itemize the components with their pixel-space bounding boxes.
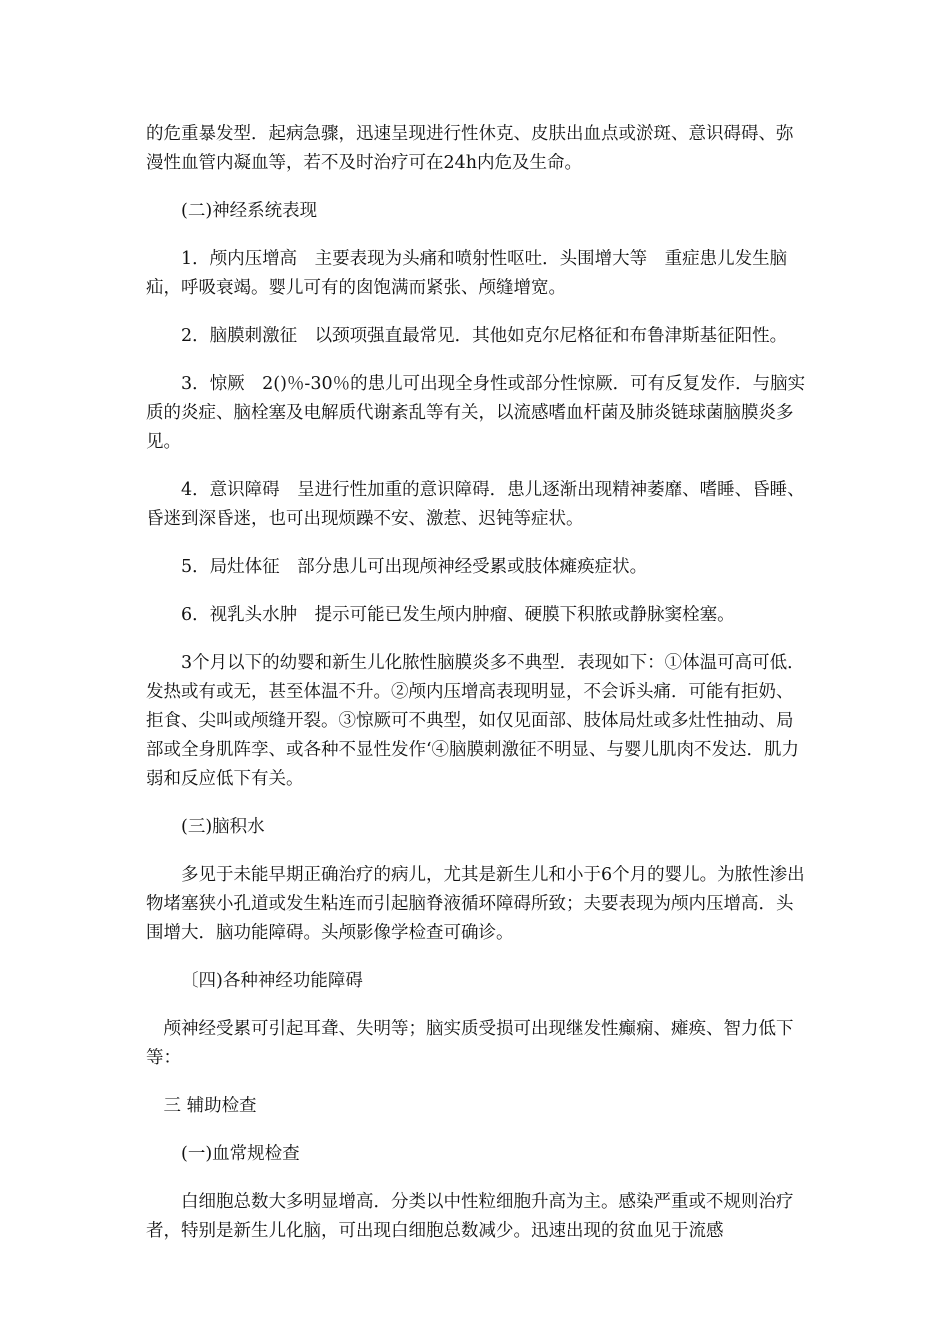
paragraph-intracranial-pressure: 1．颅内压增高 主要表现为头痛和喷射性呕吐．头围增大等 重症患儿发生脑疝，呼吸衰竭。婴儿可有的囱饱满而紧张、颅缝增宽。 (146, 249, 788, 298)
paragraph-0: 的危重暴发型．起病急骤，迅速呈现进行性休克、皮肤出血点或淤斑、意识碍碍、弥漫性血管内凝血等，若不及时治疗可在24h内危及生命。 (146, 124, 794, 173)
paragraph-blood-routine: 白细胞总数大多明显增高．分类以中性粒细胞升高为主。感染严重或不规则治疗者，特别是新生儿化脑，可出现白细胞总数减少。迅速出现的贫血见于流感 (146, 1192, 794, 1241)
paragraph-convulsion: 3．惊厥 2()％-30％的患儿可出现全身性或部分性惊厥．可有反复发作．与脑实质的炎症、脑栓塞及电解质代谢紊乱等有关，以流感嗜血杆菌及肺炎链球菌脑膜炎多见。 (146, 374, 806, 452)
paragraph-meningeal-irritation: 2．脑膜刺激征 以颈项强直最常见．其他如克尔尼格征和布鲁津斯基征阳性。 (181, 326, 788, 346)
paragraph-papilledema: 6．视乳头水肿 提示可能已发生颅内肿瘤、硬膜下积脓或静脉窦栓塞。 (181, 605, 735, 625)
paragraph-consciousness: 4．意识障碍 呈进行性加重的意识障碍．患儿逐渐出现精神萎靡、嗜睡、昏睡、昏迷到深昏迷，也可出现烦躁不安、激惹、迟钝等症状。 (146, 480, 805, 529)
section-heading-nervous-system: (二)神经系统表现 (181, 201, 318, 221)
paragraph-neuro-dysfunction: 颅神经受累可引起耳聋、失明等；脑实质受损可出现继发性癫痫、瘫痪、智力低下等： (146, 1019, 794, 1068)
paragraph-focal-signs: 5．局灶体征 部分患儿可出现颅神经受累或肢体瘫痪症状。 (181, 557, 648, 577)
section-heading-auxiliary-exam: 三 辅助检查 (163, 1096, 257, 1116)
document-body (146, 120, 808, 1265)
section-heading-neuro-dysfunction: 〔四)各种神经功能障碍 (181, 971, 363, 991)
paragraph-hydrocephalus: 多见于未能早期正确治疗的病儿，尤其是新生儿和小于6个月的婴儿。为脓性渗出物堵塞狭小孔道或发生粘连而引起脑脊液循环障碍所致；夫要表现为颅内压增高．头围增大．脑功能障碍。头颅影像学检查可确诊。 (146, 865, 805, 943)
section-heading-hydrocephalus: (三)脑积水 (181, 817, 265, 837)
section-heading-blood-routine: (一)血常规检查 (181, 1144, 300, 1164)
paragraph-infants: 3个月以下的幼婴和新生儿化脓性脑膜炎多不典型．表现如下：①体温可高可低．发热或有或无，甚至体温不升。②颅内压增高表现明显，不会诉头痛．可能有拒奶、拒食、尖叫或颅缝开裂。③惊厥可不典型，如仅见面部、肢体局灶或多灶性抽动、局部或全身肌阵孪、或各种不显性发作‘④脑膜刺激征不明显、与婴儿肌肉不发达．肌力弱和反应低下有关。 (146, 653, 805, 789)
